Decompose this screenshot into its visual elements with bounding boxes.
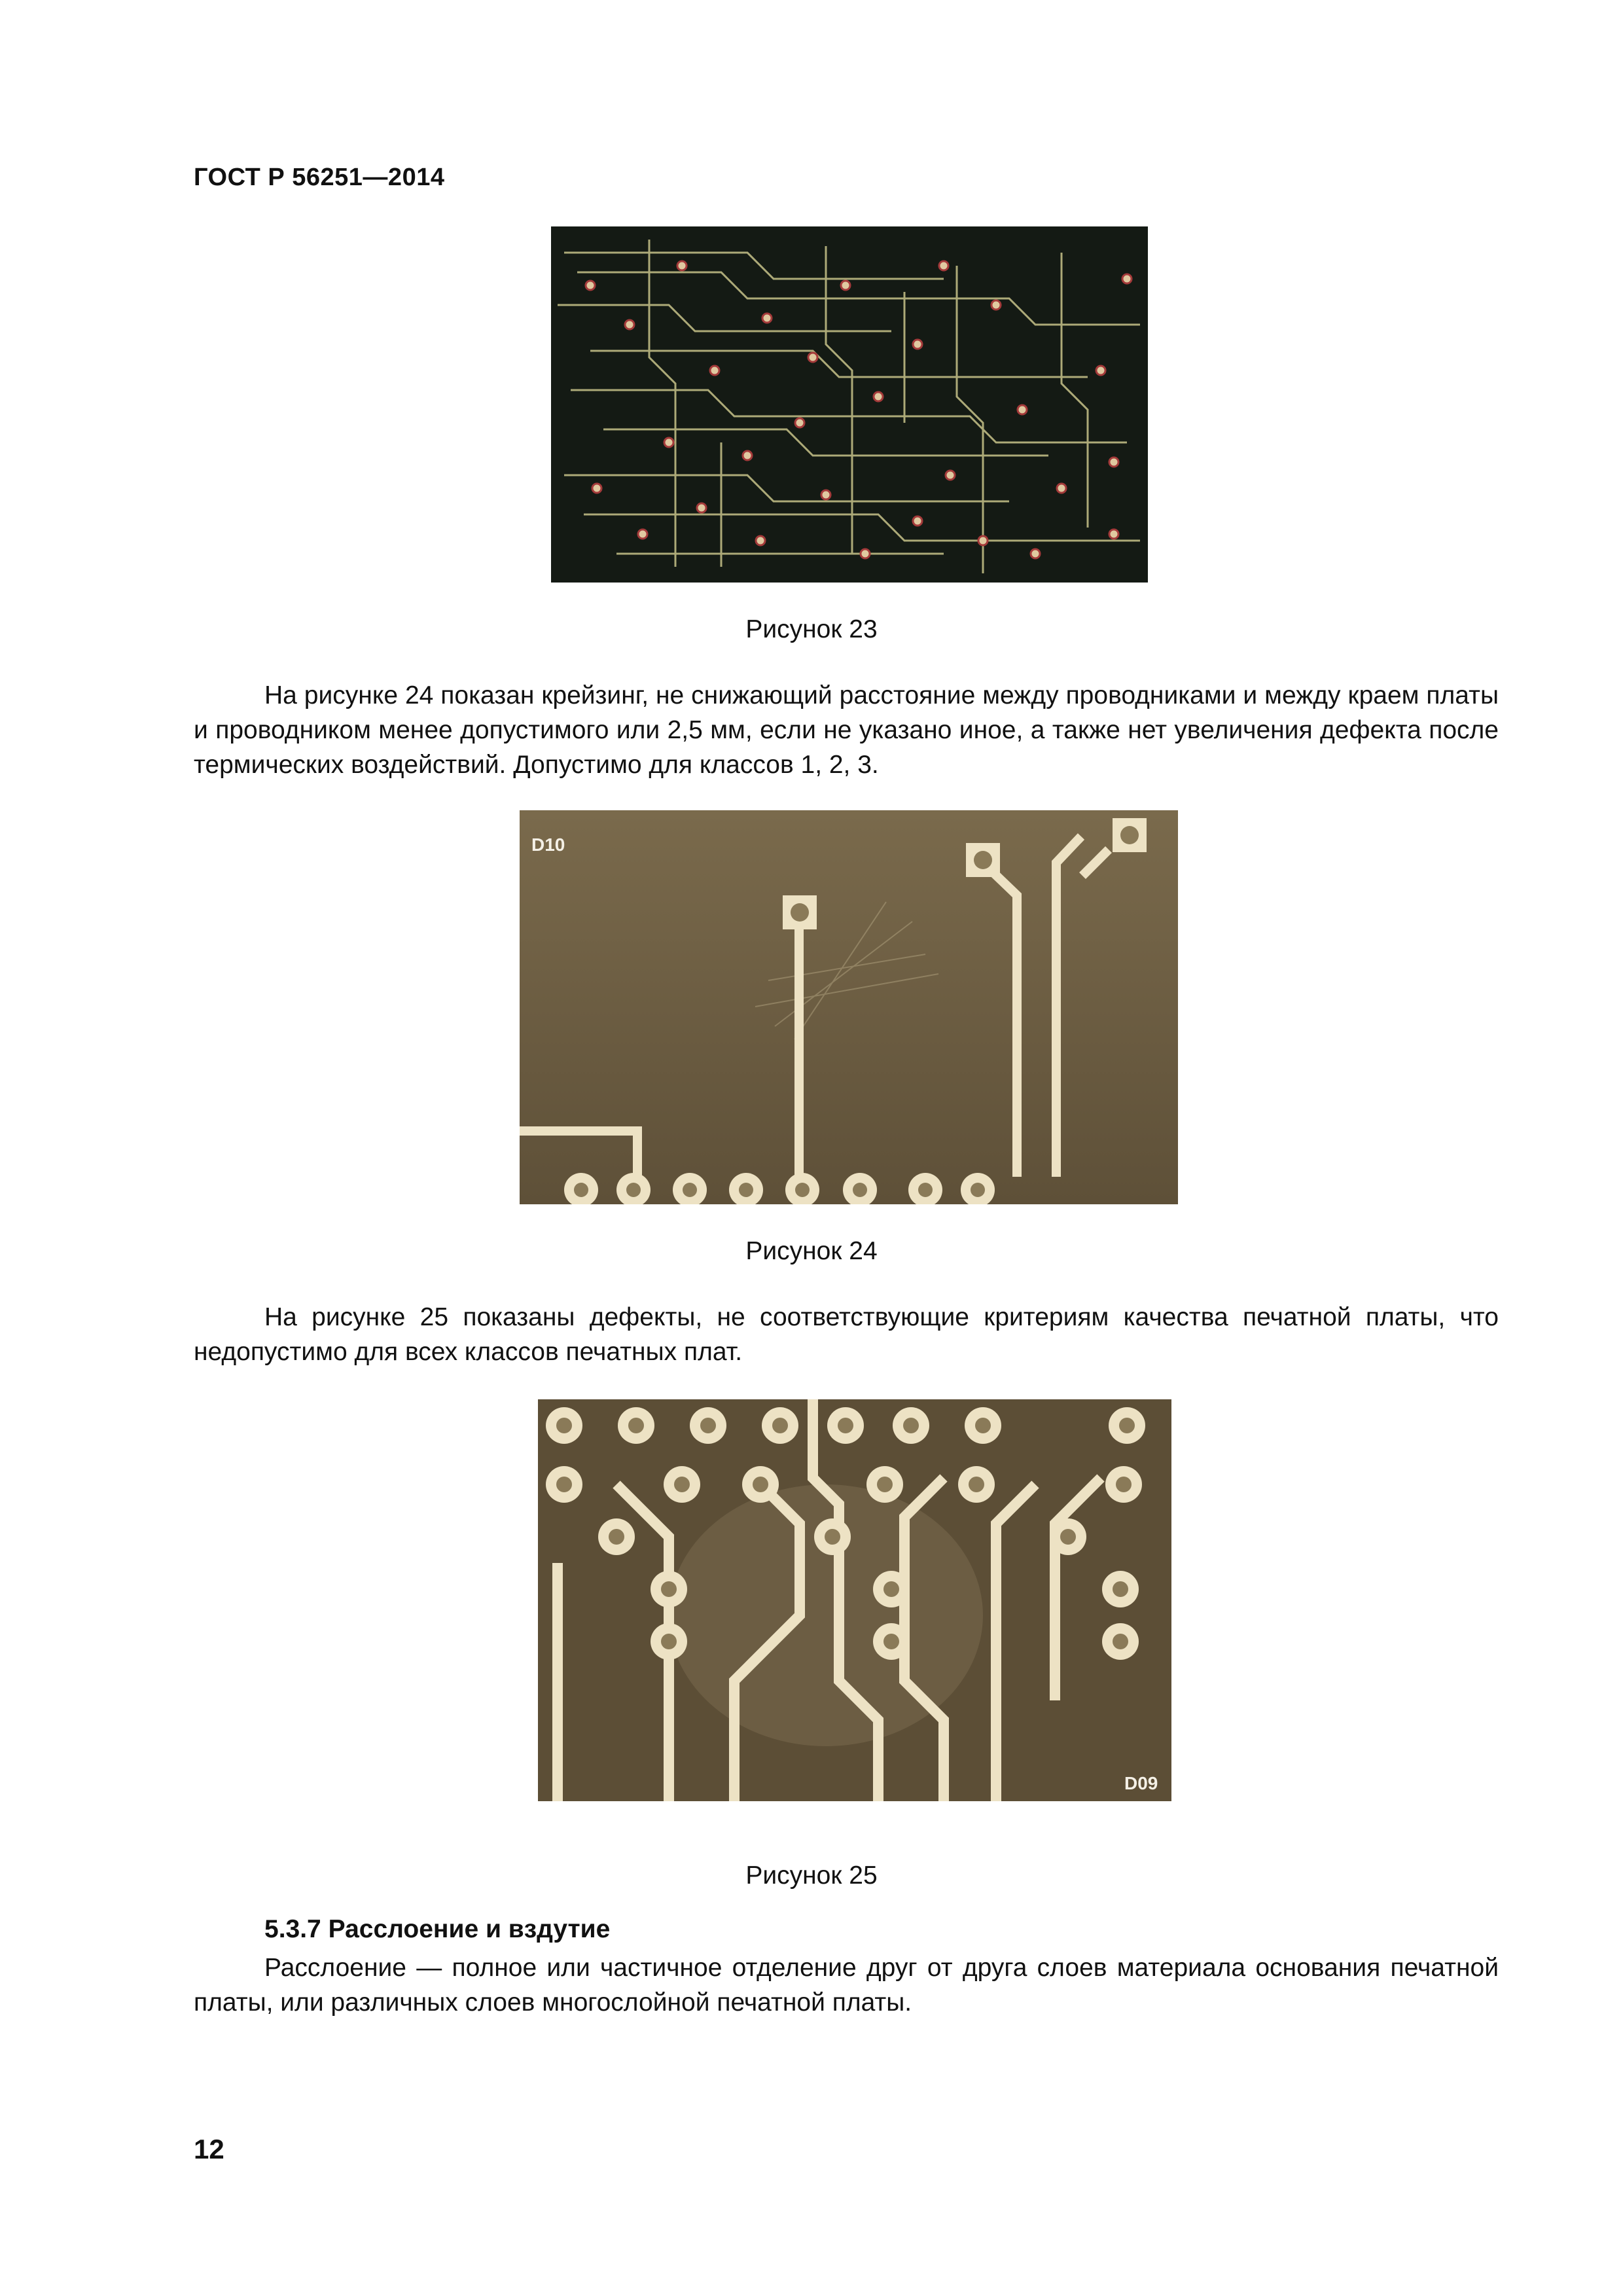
section-title: 5.3.7 Расслоение и вздутие <box>264 1915 611 1943</box>
figure-25-image <box>538 1399 1171 1801</box>
figure-25-description <box>194 1300 1499 1369</box>
figure-24-description <box>194 678 1499 782</box>
figure-24-label: D10 <box>531 834 565 855</box>
figure-23-caption: Рисунок 23 <box>745 615 878 643</box>
delamination-description <box>194 1950 1499 2020</box>
figure-25-label: D09 <box>1124 1773 1158 1793</box>
figure-24-image <box>520 810 1178 1204</box>
figure-24-caption: Рисунок 24 <box>745 1237 878 1265</box>
paragraph-text: Расслоение — полное или частичное отделение друг от друга слоев материала основания печатной платы, или различных слоев многослойной печатной платы. <box>194 1954 1499 2017</box>
paragraph-text: На рисунке 25 показаны дефекты, не соответствующие критериям качества печатной платы, что недопустимо для всех классов печатных плат. <box>194 1303 1499 1366</box>
paragraph-text: На рисунке 24 показан крейзинг, не снижающий расстояние между проводниками и между краем платы и проводником менее допустимого или 2,5 мм, если не указано иное, а также нет увеличения дефекта после термических воздействий. Допустимо для классов 1, 2, 3. <box>194 681 1499 779</box>
figure-25-caption: Рисунок 25 <box>745 1861 878 1890</box>
document-header: ГОСТ Р 56251—2014 <box>194 164 445 191</box>
page-number: 12 <box>194 2134 224 2164</box>
figure-23-image <box>551 226 1148 583</box>
